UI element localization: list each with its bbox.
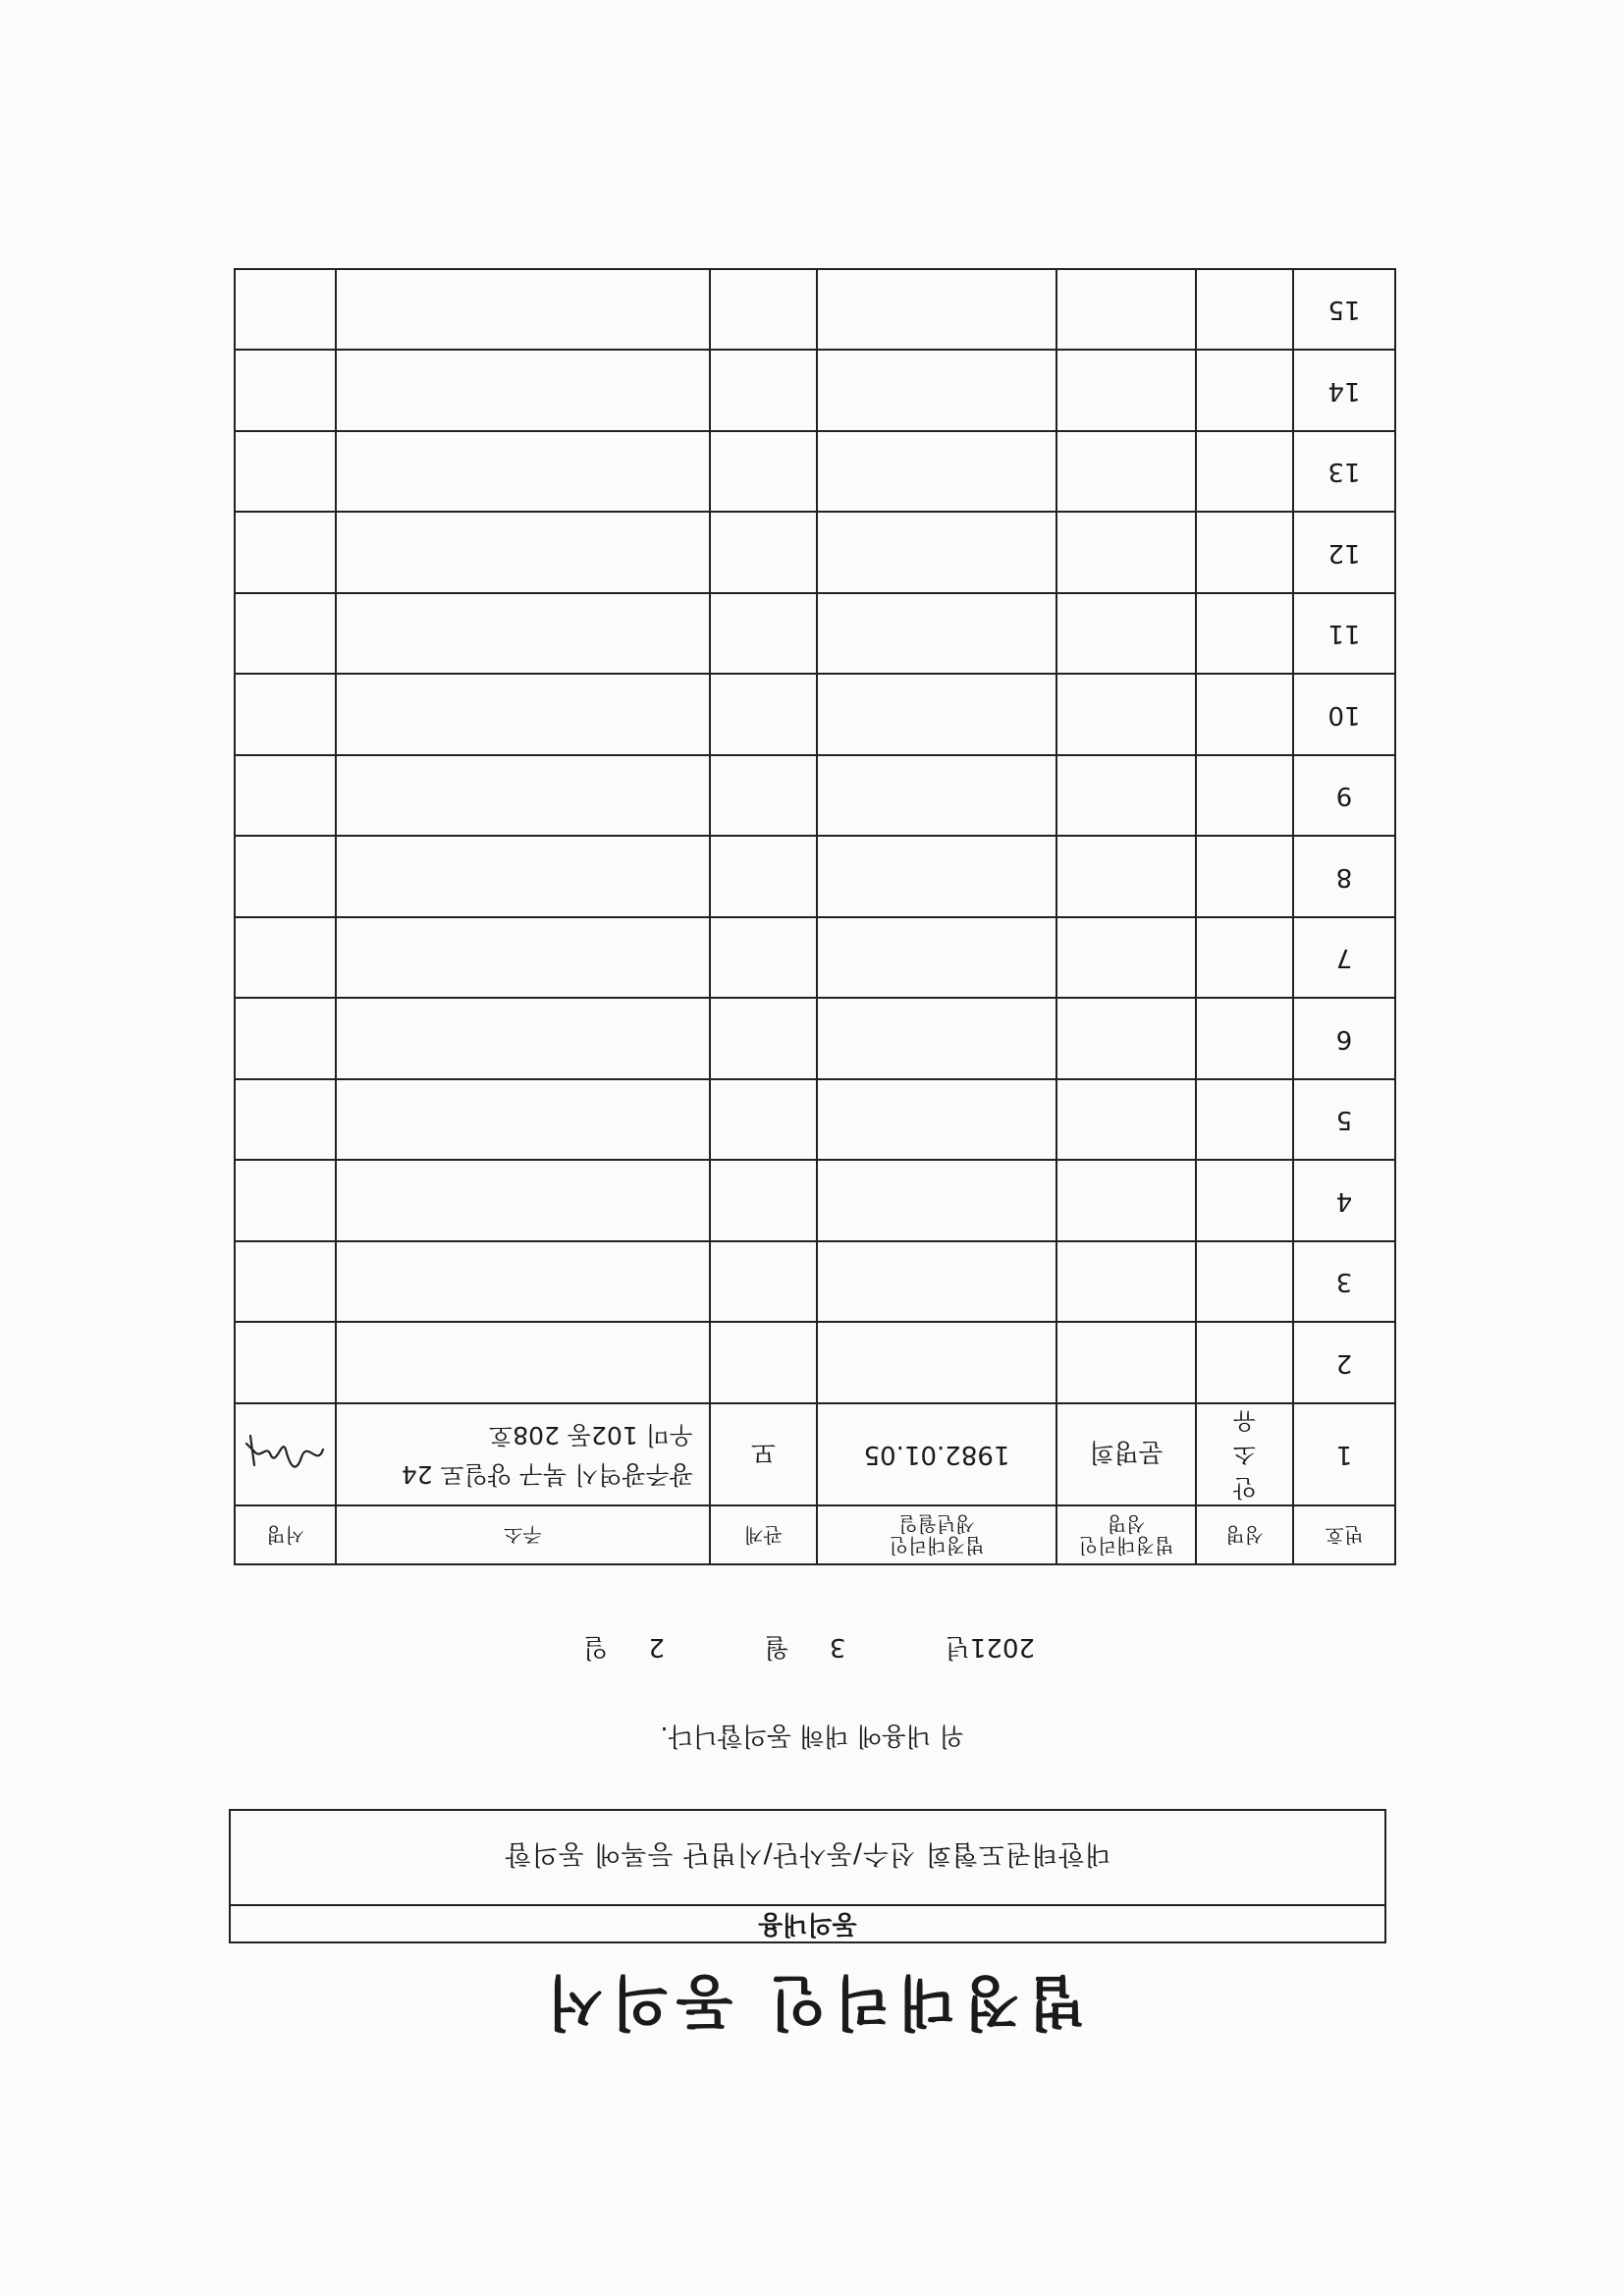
table-row	[235, 917, 1395, 999]
table-row	[235, 593, 1395, 675]
consent-box	[229, 1809, 1386, 1943]
row-number: 9	[1293, 755, 1395, 837]
address	[336, 1403, 710, 1505]
address-line2: 우미 102동 208호	[489, 1421, 693, 1449]
row-number: 13	[1293, 431, 1395, 513]
row-number: 6	[1293, 999, 1395, 1080]
document-title: 법정대리인 동의서	[538, 1967, 1086, 2036]
table-row	[235, 837, 1395, 918]
table-row	[235, 755, 1395, 837]
table-row	[235, 513, 1395, 594]
table-row	[235, 1079, 1395, 1161]
relation: 모	[710, 1403, 817, 1505]
header-guardian-dob: 법정대리인 생년월일	[817, 1505, 1056, 1564]
table-row	[235, 1241, 1395, 1323]
row-number: 10	[1293, 675, 1395, 756]
consent-statement: 위 내용에 대해 동의합니다.	[660, 1721, 964, 1750]
table-header-row	[235, 1505, 1395, 1564]
header-signature: 서명	[235, 1505, 336, 1564]
header-guardian-name: 법정대리인 성명	[1056, 1505, 1196, 1564]
table-row	[235, 269, 1395, 351]
row-number: 5	[1293, 1079, 1395, 1161]
row-number: 4	[1293, 1161, 1395, 1242]
table-row	[235, 351, 1395, 432]
table-row	[235, 431, 1395, 513]
date-day: 2 일	[583, 1632, 666, 1662]
table-row	[235, 1161, 1395, 1242]
row-number: 15	[1293, 269, 1395, 351]
athlete-name: 안 소 유	[1196, 1403, 1293, 1505]
row-number: 2	[1293, 1323, 1395, 1404]
consent-heading: 동의내용	[231, 1904, 1384, 1941]
date-month: 3 월	[764, 1632, 846, 1662]
row-number: 3	[1293, 1241, 1395, 1323]
row-number: 12	[1293, 513, 1395, 594]
header-relation: 관계	[710, 1505, 817, 1564]
date-year: 2021년	[945, 1632, 1035, 1662]
row-number: 1	[1293, 1403, 1395, 1505]
row-number: 14	[1293, 351, 1395, 432]
table-row	[235, 675, 1395, 756]
signing-date	[583, 1631, 1035, 1667]
row-number: 7	[1293, 917, 1395, 999]
guardian-name: 문명희	[1056, 1403, 1196, 1505]
consent-text: 대한태권도협회 선수/동사단/시범단 등록에 동의함	[504, 1838, 1111, 1869]
signature-cell	[235, 1403, 336, 1505]
guardian-dob: 1982.01.05	[817, 1403, 1056, 1505]
row-number: 11	[1293, 593, 1395, 675]
table-row	[235, 999, 1395, 1080]
table-row	[235, 1323, 1395, 1404]
header-athlete-name: 성명	[1196, 1505, 1293, 1564]
guardian-table	[234, 268, 1396, 1565]
address-line1: 광주광역시 북구 양일로 24	[401, 1460, 693, 1489]
table-row	[235, 1403, 1395, 1505]
handwritten-signature	[242, 1430, 330, 1479]
header-address: 주소	[336, 1505, 710, 1564]
header-number: 번호	[1293, 1505, 1395, 1564]
row-number: 8	[1293, 837, 1395, 918]
